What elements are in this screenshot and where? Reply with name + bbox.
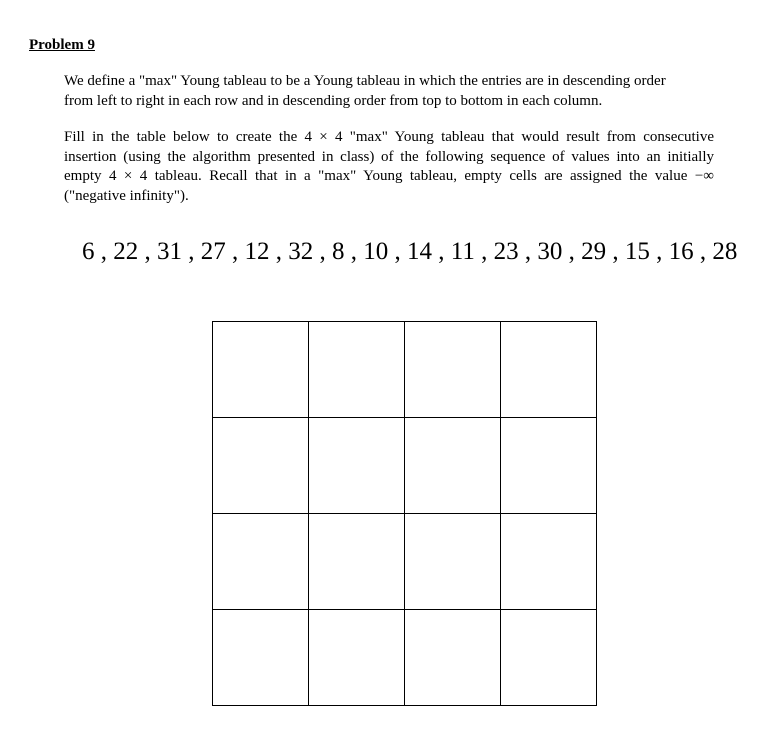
tableau-cell[interactable] (309, 322, 405, 418)
paragraph-line: empty 4 × 4 tableau. Recall that in a "max" Young tableau, empty cells are assigned the value −∞ (64, 168, 714, 184)
tableau-cell[interactable] (213, 514, 309, 610)
instruction-paragraph (64, 128, 714, 206)
tableau-cell[interactable] (501, 322, 597, 418)
paragraph-line: Fill in the table below to create the 4 × 4 "max" Young tableau that would result from consecutive (64, 129, 714, 145)
definition-paragraph (64, 72, 714, 111)
tableau-cell[interactable] (501, 610, 597, 706)
paragraph-line: We define a "max" Young tableau to be a Young tableau in which the entries are in descending order (64, 73, 666, 89)
tableau-cell[interactable] (501, 514, 597, 610)
tableau-cell[interactable] (405, 514, 501, 610)
tableau-cell[interactable] (405, 322, 501, 418)
tableau-row (213, 610, 597, 706)
tableau-cell[interactable] (501, 418, 597, 514)
tableau-row (213, 514, 597, 610)
tableau-cell[interactable] (213, 418, 309, 514)
tableau-cell[interactable] (309, 514, 405, 610)
tableau-cell[interactable] (309, 610, 405, 706)
tableau-cell[interactable] (309, 418, 405, 514)
tableau-cell[interactable] (213, 610, 309, 706)
young-tableau-grid (212, 321, 597, 706)
problem-heading: Problem 9 (29, 37, 95, 53)
paragraph-line: ("negative infinity"). (64, 187, 189, 204)
paragraph-line: from left to right in each row and in descending order from top to bottom in each column. (64, 92, 603, 109)
tableau-cell[interactable] (405, 418, 501, 514)
tableau-cell[interactable] (213, 322, 309, 418)
tableau-cell[interactable] (405, 610, 501, 706)
value-sequence: 6 , 22 , 31 , 27 , 12 , 32 , 8 , 10 , 14 , 11 , 23 , 30 , 29 , 15 , 16 , 28 (82, 238, 738, 265)
tableau-row (213, 322, 597, 418)
tableau-row (213, 418, 597, 514)
paragraph-line: insertion (using the algorithm presented in class) of the following sequence of values into an initially (64, 148, 714, 165)
